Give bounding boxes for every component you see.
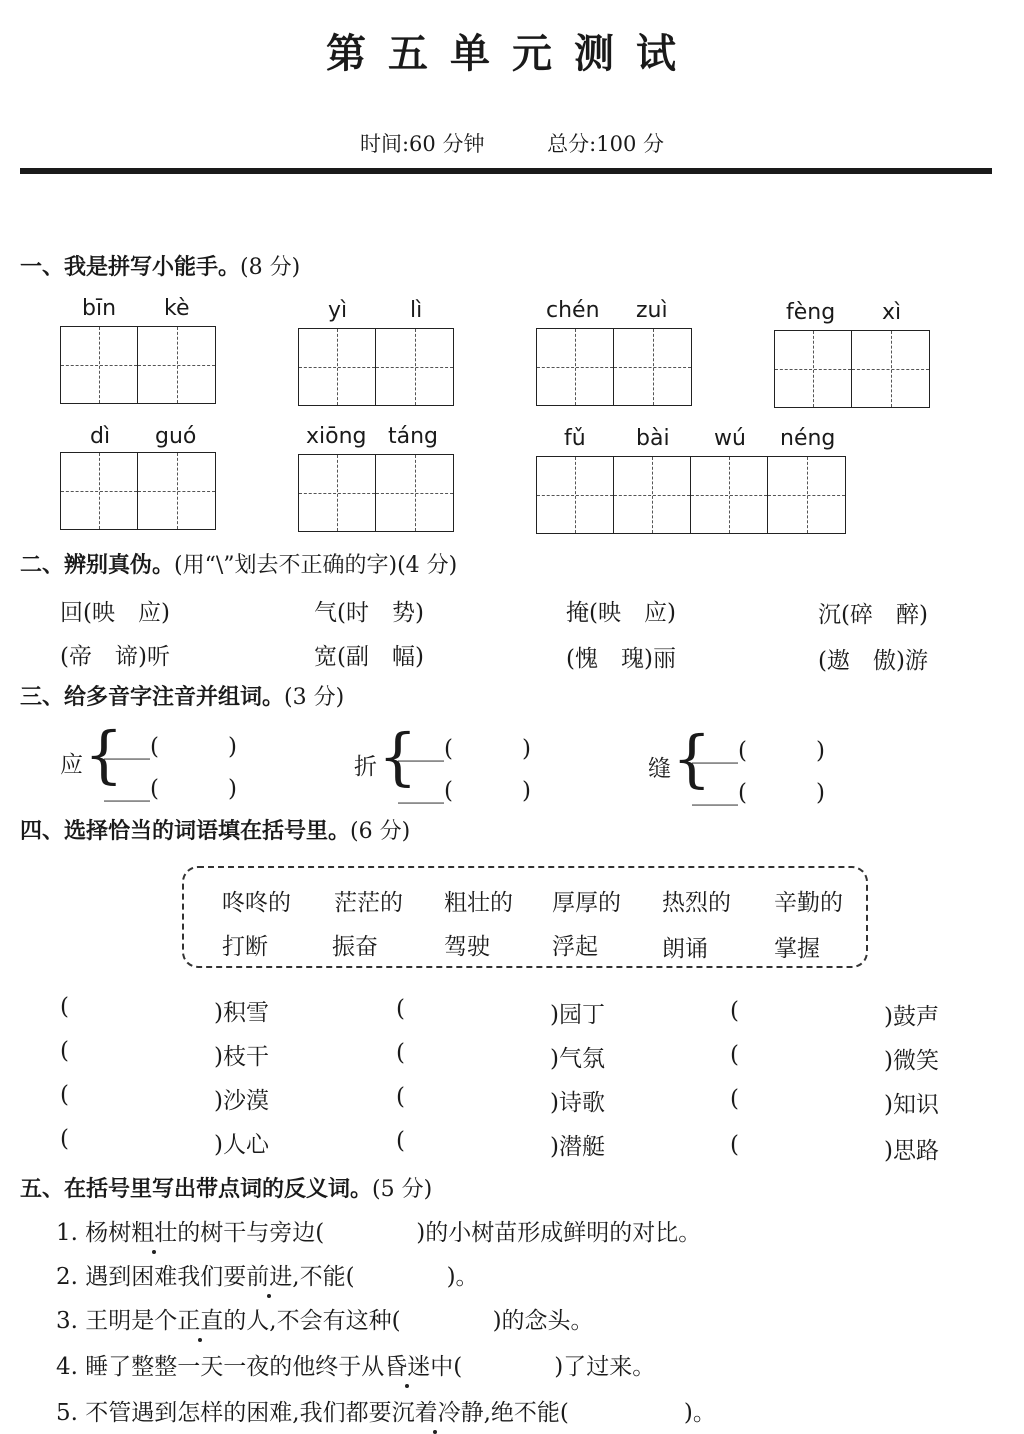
- writing-cell[interactable]: [61, 453, 138, 529]
- polyphone-char: 折: [354, 754, 377, 780]
- question-item: 3. 王明是个正直的人,不会有这种( )的念头。: [56, 1308, 594, 1334]
- writing-cell[interactable]: [299, 455, 376, 531]
- section-3-heading: [20, 680, 344, 711]
- writing-cell[interactable]: [691, 457, 768, 533]
- choice-item[interactable]: 宽(副 幅): [314, 644, 424, 670]
- answer-line[interactable]: ____( ): [398, 736, 531, 762]
- choice-item[interactable]: 沉(碎 醉): [818, 602, 928, 628]
- noun: 园丁: [558, 1002, 605, 1028]
- word-option: 朗诵: [662, 936, 708, 962]
- blank-open[interactable]: (: [396, 1040, 405, 1066]
- writing-grid[interactable]: [298, 328, 454, 406]
- question-item: 5. 不管遇到怎样的困难,我们都要沉着冷静,绝不能( )。: [56, 1400, 716, 1426]
- section-1-title: 一、我是拼写小能手。: [20, 255, 241, 280]
- writing-cell[interactable]: [537, 457, 614, 533]
- choice-item[interactable]: (帝 谛)听: [60, 644, 170, 670]
- fill-target: )园丁: [550, 1002, 605, 1028]
- word-option: 辛勤的: [774, 890, 843, 916]
- blank-open[interactable]: (: [396, 1084, 405, 1110]
- choice-item[interactable]: (愧 瑰)丽: [566, 646, 676, 672]
- section-3-points: (3 分): [284, 685, 345, 710]
- pinyin: xiōng: [306, 424, 367, 449]
- writing-cell[interactable]: [376, 329, 453, 405]
- question-item: 2. 遇到困难我们要前进,不能( )。: [56, 1264, 479, 1290]
- exam-meta: [0, 128, 1024, 158]
- section-2-points: (4 分): [397, 553, 458, 578]
- writing-cell[interactable]: [614, 457, 691, 533]
- writing-cell[interactable]: [537, 329, 614, 405]
- word-option: 厚厚的: [552, 890, 621, 916]
- noun: 鼓声: [892, 1004, 939, 1030]
- answer-blank[interactable]: [355, 1264, 447, 1290]
- pinyin: bīn: [82, 296, 117, 321]
- writing-grid[interactable]: [60, 452, 216, 530]
- choice-item[interactable]: (遨 傲)游: [818, 648, 928, 674]
- answer-blank[interactable]: [462, 1354, 554, 1380]
- noun: 积雪: [222, 1000, 269, 1026]
- fill-target: )诗歌: [550, 1090, 605, 1116]
- section-4-points: (6 分): [350, 819, 411, 844]
- pinyin: táng: [388, 424, 439, 449]
- section-1-heading: [20, 250, 300, 281]
- pinyin: wú: [714, 426, 746, 451]
- pinyin: fèng: [786, 300, 836, 325]
- writing-cell[interactable]: [138, 453, 215, 529]
- polyphone-char: 应: [60, 752, 83, 778]
- writing-cell[interactable]: [138, 327, 215, 403]
- word-option: 咚咚的: [222, 890, 291, 916]
- answer-blank[interactable]: [569, 1400, 684, 1426]
- section-5-title: 五、在括号里写出带点词的反义词。: [20, 1177, 373, 1202]
- writing-cell[interactable]: [614, 329, 691, 405]
- pinyin: néng: [780, 426, 836, 451]
- blank-open[interactable]: (: [396, 996, 405, 1022]
- answer-blank[interactable]: [401, 1308, 493, 1334]
- writing-cell[interactable]: [768, 457, 845, 533]
- fill-target: )知识: [884, 1092, 939, 1118]
- answer-line[interactable]: ____( ): [692, 780, 825, 806]
- noun: 人心: [222, 1132, 269, 1158]
- dotted-word: 正直: [177, 1308, 224, 1334]
- pinyin: lì: [410, 298, 423, 323]
- pinyin: chén: [546, 298, 600, 323]
- blank-open[interactable]: (: [730, 1132, 739, 1158]
- pinyin: yì: [328, 298, 348, 323]
- pinyin: guó: [155, 424, 197, 449]
- section-1-points: (8 分): [240, 255, 301, 280]
- blank-open[interactable]: (: [60, 1126, 69, 1152]
- answer-blank[interactable]: [324, 1220, 416, 1246]
- blank-open[interactable]: (: [60, 1038, 69, 1064]
- writing-grid[interactable]: [298, 454, 454, 532]
- word-option: 浮起: [552, 934, 598, 960]
- choice-item[interactable]: 回(映 应): [60, 600, 170, 626]
- header-rule: [20, 168, 992, 174]
- total-score: 总分:100 分: [547, 132, 664, 156]
- answer-line[interactable]: ____( ): [104, 734, 237, 760]
- brace: {: [378, 720, 418, 793]
- word-option: 粗壮的: [444, 890, 513, 916]
- fill-target: )潜艇: [550, 1134, 605, 1160]
- writing-cell[interactable]: [852, 331, 929, 407]
- blank-open[interactable]: (: [730, 1086, 739, 1112]
- section-3-title: 三、给多音字注音并组词。: [20, 685, 285, 710]
- choice-item[interactable]: 掩(映 应): [566, 600, 676, 626]
- noun: 诗歌: [558, 1090, 605, 1116]
- section-5-points: (5 分): [372, 1177, 433, 1202]
- noun: 沙漠: [222, 1088, 269, 1114]
- section-4-title: 四、选择恰当的词语填在括号里。: [20, 819, 351, 844]
- fill-target: )思路: [884, 1138, 939, 1164]
- word-option: 茫茫的: [334, 890, 403, 916]
- word-bank: [182, 866, 868, 968]
- fill-target: )气氛: [550, 1046, 605, 1072]
- pinyin: fǔ: [564, 426, 586, 451]
- dotted-word: 前进: [246, 1264, 293, 1290]
- pinyin: zuì: [636, 298, 668, 323]
- section-5-heading: [20, 1172, 432, 1203]
- fill-target: )积雪: [214, 1000, 269, 1026]
- noun: 枝干: [222, 1044, 269, 1070]
- question-item: 1. 杨树粗壮的树干与旁边( )的小树苗形成鲜明的对比。: [56, 1220, 702, 1246]
- dotted-word: 粗壮: [131, 1220, 178, 1246]
- question-item: 4. 睡了整整一天一夜的他终于从昏迷中( )了过来。: [56, 1354, 656, 1380]
- blank-open[interactable]: (: [730, 1042, 739, 1068]
- dotted-word: 沉着冷静: [391, 1400, 484, 1426]
- section-2-heading: [20, 548, 457, 579]
- blank-open[interactable]: (: [60, 1082, 69, 1108]
- writing-grid[interactable]: [536, 456, 846, 534]
- writing-cell[interactable]: [61, 327, 138, 403]
- noun: 思路: [892, 1138, 939, 1164]
- writing-cell[interactable]: [376, 455, 453, 531]
- noun: 气氛: [558, 1046, 605, 1072]
- section-2-title: 二、辨别真伪。: [20, 553, 175, 578]
- fill-target: )枝干: [214, 1044, 269, 1070]
- pinyin: bài: [636, 426, 670, 451]
- answer-line[interactable]: ____( ): [104, 776, 237, 802]
- writing-grid[interactable]: [60, 326, 216, 404]
- polyphone-char: 缝: [648, 756, 671, 782]
- writing-grid[interactable]: [774, 330, 930, 408]
- pinyin: kè: [164, 296, 190, 321]
- word-option: 热烈的: [662, 890, 731, 916]
- blank-open[interactable]: (: [730, 998, 739, 1024]
- noun: 微笑: [892, 1048, 939, 1074]
- brace: {: [672, 722, 712, 795]
- blank-open[interactable]: (: [60, 994, 69, 1020]
- choice-item[interactable]: 气(时 势): [314, 600, 424, 626]
- noun: 知识: [892, 1092, 939, 1118]
- answer-line[interactable]: ____( ): [692, 738, 825, 764]
- writing-cell[interactable]: [775, 331, 852, 407]
- fill-target: )微笑: [884, 1048, 939, 1074]
- fill-target: )沙漠: [214, 1088, 269, 1114]
- word-option: 打断: [222, 934, 268, 960]
- pinyin: dì: [90, 424, 111, 449]
- answer-line[interactable]: ____( ): [398, 778, 531, 804]
- fill-target: )人心: [214, 1132, 269, 1158]
- noun: 潜艇: [558, 1134, 605, 1160]
- section-2-note: (用“\”划去不正确的字): [174, 553, 398, 578]
- page-title: 第五单元测试: [326, 30, 698, 77]
- pinyin: xì: [882, 300, 902, 325]
- section-4-heading: [20, 814, 410, 845]
- writing-grid[interactable]: [536, 328, 692, 406]
- writing-cell[interactable]: [299, 329, 376, 405]
- word-option: 振奋: [332, 934, 378, 960]
- blank-open[interactable]: (: [396, 1128, 405, 1154]
- fill-target: )鼓声: [884, 1004, 939, 1030]
- dotted-word: 昏迷: [384, 1354, 431, 1380]
- time-limit: 时间:60 分钟: [359, 132, 485, 156]
- brace: {: [84, 718, 124, 791]
- word-option: 驾驶: [444, 934, 490, 960]
- word-option: 掌握: [774, 936, 820, 962]
